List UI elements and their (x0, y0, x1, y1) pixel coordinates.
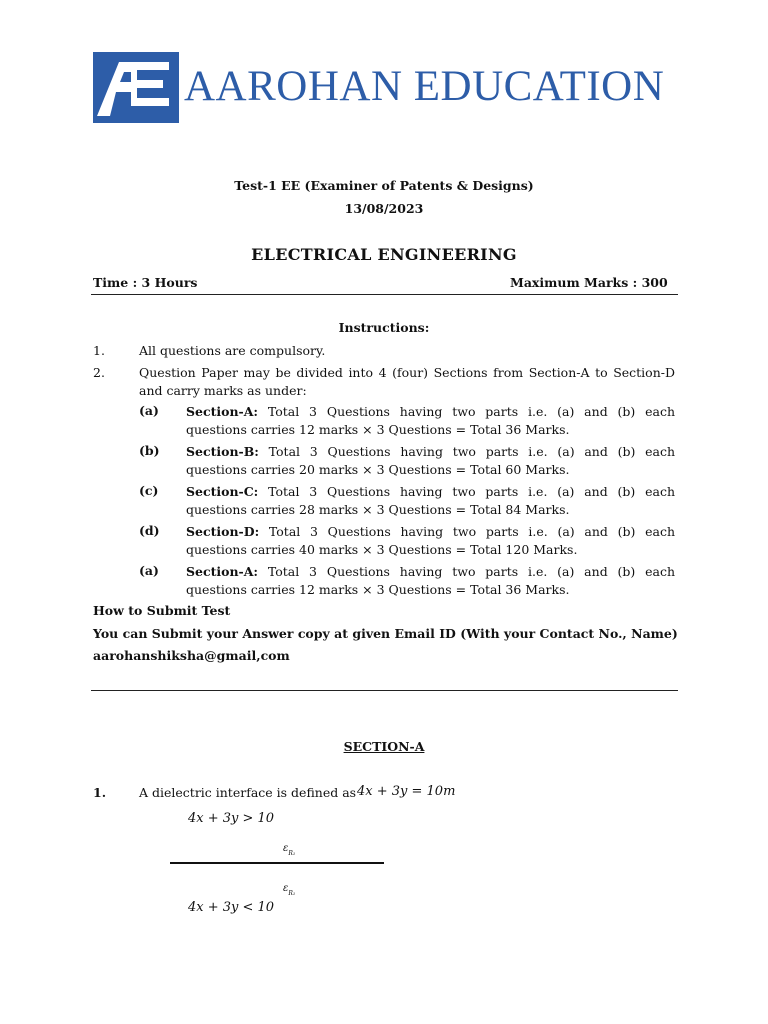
section-text: Total 3 Questions having two parts i.e. (a) and (b) each questions carries 12 marks × 3 Questions = Total 36 Marks. (186, 404, 675, 437)
instruction-number: 1. (93, 343, 105, 358)
question-number: 1. (93, 785, 107, 800)
section-description (186, 563, 675, 599)
test-title: Test-1 EE (Examiner of Patents & Designs) (234, 178, 534, 193)
epsilon-subscript: R₁ (288, 850, 296, 858)
section-label: (a) (139, 403, 159, 418)
permittivity-lower (283, 876, 295, 897)
submit-heading: How to Submit Test (93, 603, 231, 618)
region-upper-label: 4x + 3y > 10 (188, 811, 275, 826)
max-marks-label: Maximum Marks : 300 (510, 275, 668, 290)
epsilon-symbol: ε (283, 843, 289, 854)
epsilon-subscript: R₁ (288, 890, 296, 898)
ae-logo-icon (93, 52, 179, 123)
section-text: Total 3 Questions having two parts i.e. (a) and (b) each questions carries 28 marks × 3 Questions = Total 84 Marks. (186, 484, 675, 517)
section-label: (c) (139, 483, 159, 498)
logo-mark (93, 52, 179, 123)
section-text: Total 3 Questions having two parts i.e. (a) and (b) each questions carries 40 marks × 3 Questions = Total 120 Marks. (186, 524, 675, 557)
section-text: Total 3 Questions having two parts i.e. (a) and (b) each questions carries 20 marks × 3 Questions = Total 60 Marks. (186, 444, 675, 477)
subject-title: ELECTRICAL ENGINEERING (251, 245, 517, 264)
instruction-text: Question Paper may be divided into 4 (four) Sections from Section-A to Section-D and carry marks as under: (139, 365, 675, 398)
section-description (186, 443, 675, 479)
section-name: Section-A: (186, 564, 259, 579)
section-label: (a) (139, 563, 159, 578)
section-description (186, 403, 675, 439)
brand-name: AAROHAN EDUCATION (184, 63, 665, 110)
interface-equation: 4x + 3y = 10m (357, 784, 456, 799)
interface-line (170, 862, 384, 864)
divider-top (91, 294, 678, 295)
submit-email[interactable]: aarohanshiksha@gmail,com (93, 648, 290, 663)
section-description (186, 523, 675, 559)
section-label: (d) (139, 523, 160, 538)
instruction-text: All questions are compulsory. (139, 343, 326, 358)
divider-bottom (91, 690, 678, 691)
section-text: Total 3 Questions having two parts i.e. (a) and (b) each questions carries 12 marks × 3 Questions = Total 36 Marks. (186, 564, 675, 597)
section-name: Section-A: (186, 404, 259, 419)
time-label: Time : 3 Hours (93, 275, 198, 290)
section-name: Section-C: (186, 484, 259, 499)
permittivity-upper (283, 836, 295, 857)
test-date: 13/08/2023 (344, 201, 424, 216)
section-label: (b) (139, 443, 160, 458)
region-lower-label: 4x + 3y < 10 (188, 900, 275, 915)
submit-text: You can Submit your Answer copy at given Email ID (With your Contact No., Name) (93, 626, 678, 641)
instructions-heading: Instructions: (338, 320, 430, 335)
section-description (186, 483, 675, 519)
epsilon-symbol: ε (283, 883, 289, 894)
section-name: Section-B: (186, 444, 259, 459)
instruction-number: 2. (93, 365, 105, 380)
question-text: A dielectric interface is defined as (139, 785, 357, 800)
section-name: Section-D: (186, 524, 260, 539)
section-a-title: SECTION-A (343, 739, 425, 754)
